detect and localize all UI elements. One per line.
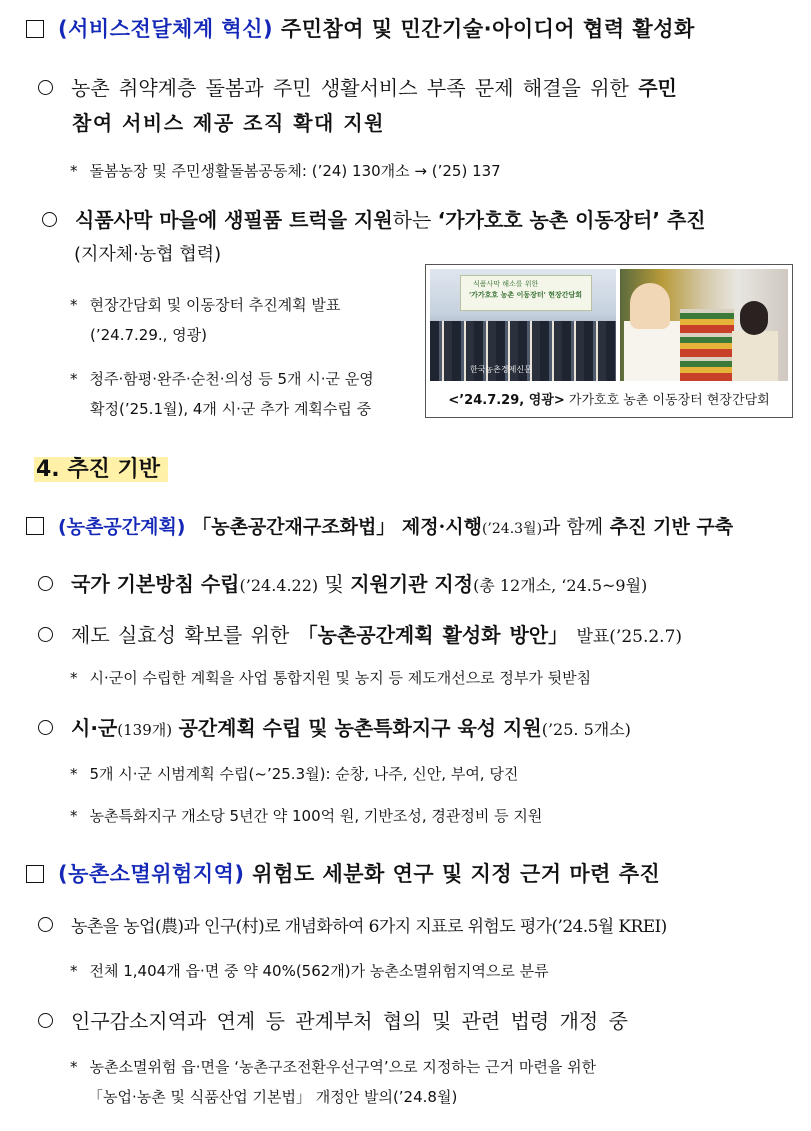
checkbox-square-icon — [26, 517, 44, 535]
bullet-text-2: 발표(’25.2.7) — [576, 627, 683, 647]
note-pilot-plans — [70, 763, 518, 784]
heading-service-delivery — [26, 13, 695, 43]
bullet-mobile-market-sub: (지자체·농협 협력) — [74, 244, 222, 265]
note-text-cont: (’24.7.29., 영광) — [90, 326, 208, 344]
photo-banner-line2: '가가호호 농촌 이동장터' 현장간담회 — [469, 291, 583, 299]
circle-bullet-icon — [42, 212, 57, 227]
note-special-zone — [70, 805, 542, 826]
heading-mid: 과 함께 — [542, 516, 604, 538]
circle-bullet-icon — [38, 80, 53, 95]
bullet-risk-assessment — [38, 912, 667, 937]
section-title — [34, 452, 168, 483]
note-text-cont: 「농업·농촌 및 식품산업 기본법」 개정안 발의(’24.8월) — [88, 1088, 458, 1106]
bullet-resident-services-cont: 참여 서비스 제공 조직 확대 지원 — [72, 111, 385, 135]
heading-title: 「농촌공간재구조화법」 제정·시행 — [192, 516, 482, 538]
photo-person2-body — [732, 331, 778, 381]
heading-date: (’24.3월) — [481, 521, 543, 537]
photo-person-head — [630, 283, 670, 329]
note-law-bill — [70, 1052, 596, 1112]
section-title-text: 4. 추진 기반 — [34, 457, 168, 482]
note-marker: * — [70, 1058, 78, 1076]
bullet-text: 제도 실효성 확보를 위한 — [71, 623, 290, 647]
heading-spatial-plan — [26, 512, 733, 539]
heading-title-2: 추진 기반 구축 — [609, 516, 734, 538]
photo-caption — [426, 389, 792, 408]
bullet-law-revision — [38, 1005, 628, 1034]
bullet-county-plan — [38, 712, 631, 741]
bullet-bold-2: 지원기관 지정 — [350, 572, 474, 596]
note-marker: * — [70, 296, 78, 314]
bullet-resident-services — [38, 72, 677, 101]
heading-title: 주민참여 및 민간기술·아이디어 협력 활성화 — [280, 17, 695, 41]
heading-tag: (서비스전달체계 혁신) — [58, 17, 274, 41]
heading-tag: (농촌공간계획) — [58, 516, 186, 538]
photo-goods-shelf — [680, 309, 734, 381]
note-marker: * — [70, 162, 78, 180]
bullet-mobile-market — [42, 204, 706, 233]
note-gov-support — [70, 667, 591, 688]
note-operations — [70, 364, 374, 424]
photo-person-body — [624, 321, 682, 381]
photo-figure — [425, 264, 793, 418]
bullet-count: (139개) — [117, 721, 173, 739]
bullet-activation-plan — [38, 619, 682, 648]
caption-date: <’24.7.29, 영광> — [448, 393, 565, 408]
note-marker: * — [70, 962, 78, 980]
note-marker: * — [70, 807, 78, 825]
bullet-text: 및 — [324, 572, 344, 596]
bullet-bold: 국가 기본방침 수립 — [71, 572, 240, 596]
note-text-cont: 확정(’25.1월), 4개 시·군 추가 계획수립 중 — [90, 400, 372, 418]
note-care-farm — [70, 160, 501, 181]
note-text: 돌봄농장 및 주민생활돌봄공동체: (’24) 130개소 → (’25) 137 — [89, 162, 501, 180]
circle-bullet-icon — [38, 720, 53, 735]
note-marker: * — [70, 669, 78, 687]
bullet-text: 하는 — [392, 208, 432, 232]
bullet-text: 농촌을 농업(農)과 인구(村)로 개념화하여 6가지 지표로 위험도 평가(’24.5월 KREI) — [71, 917, 667, 937]
circle-bullet-icon — [38, 627, 53, 642]
bullet-basic-policy — [38, 568, 647, 597]
bullet-bold-2: 공간계획 수립 및 농촌특화지구 육성 지원 — [178, 716, 542, 740]
heading-title: 위험도 세분화 연구 및 지정 근거 마련 추진 — [252, 862, 661, 886]
photo-banner — [460, 275, 592, 311]
circle-bullet-icon — [38, 576, 53, 591]
note-meeting — [70, 290, 340, 350]
note-text: 전체 1,404개 읍·면 중 약 40%(562개)가 농촌소멸위험지역으로 분류 — [89, 962, 549, 980]
note-text: 농촌특화지구 개소당 5년간 약 100억 원, 기반조성, 경관정비 등 지원 — [89, 807, 543, 825]
heading-extinction-risk — [26, 858, 660, 888]
bullet-bold: 주민 — [638, 76, 677, 100]
note-marker: * — [70, 765, 78, 783]
bullet-date: (’24.4.22) — [239, 576, 319, 595]
caption-text: 가가호호 농촌 이동장터 현장간담회 — [568, 393, 770, 408]
bullet-text: 인구감소지역과 연계 등 관계부처 협의 및 관련 법령 개정 중 — [71, 1009, 628, 1033]
note-text: 현장간담회 및 이동장터 추진계획 발표 — [89, 296, 341, 314]
meeting-photo — [430, 269, 616, 381]
note-text: 농촌소멸위험 읍·면을 ‘농촌구조전환우선구역’으로 지정하는 근거 마련을 위한 — [89, 1058, 597, 1076]
circle-bullet-icon — [38, 917, 53, 932]
market-photo — [620, 269, 788, 381]
bullet-date-2: (총 12개소, ‘24.5~9월) — [473, 576, 648, 595]
photo-banner-line1: 식품사막 해소를 위한 — [473, 280, 539, 288]
note-text: 시·군이 수립한 계획을 사업 통합지원 및 농지 등 제도개선으로 정부가 뒷받침 — [89, 669, 592, 687]
bullet-bold: 시·군 — [71, 716, 118, 740]
bullet-text: 농촌 취약계층 돌봄과 주민 생활서비스 부족 문제 해결을 위한 — [71, 76, 629, 100]
photo-person2-head — [740, 301, 768, 335]
note-classification — [70, 960, 549, 981]
note-text: 청주·함평·완주·순천·의성 등 5개 시·군 운영 — [89, 370, 374, 388]
bullet-bold-2: ‘가가호호 농촌 이동장터’ 추진 — [437, 208, 706, 232]
bullet-bold: 「농촌공간계획 활성화 방안」 — [297, 623, 569, 647]
circle-bullet-icon — [38, 1013, 53, 1028]
photo-logo: 한국농촌경제신문 — [470, 365, 532, 374]
note-text: 5개 시·군 시범계획 수립(~’25.3월): 순창, 나주, 신안, 부여, 당진 — [89, 765, 519, 783]
note-marker: * — [70, 370, 78, 388]
heading-tag: (농촌소멸위험지역) — [58, 862, 245, 886]
checkbox-square-icon — [26, 20, 44, 38]
checkbox-square-icon — [26, 865, 44, 883]
bullet-text: (’25. 5개소) — [541, 720, 631, 739]
bullet-bold: 식품사막 마을에 생필품 트럭을 지원 — [75, 208, 393, 232]
